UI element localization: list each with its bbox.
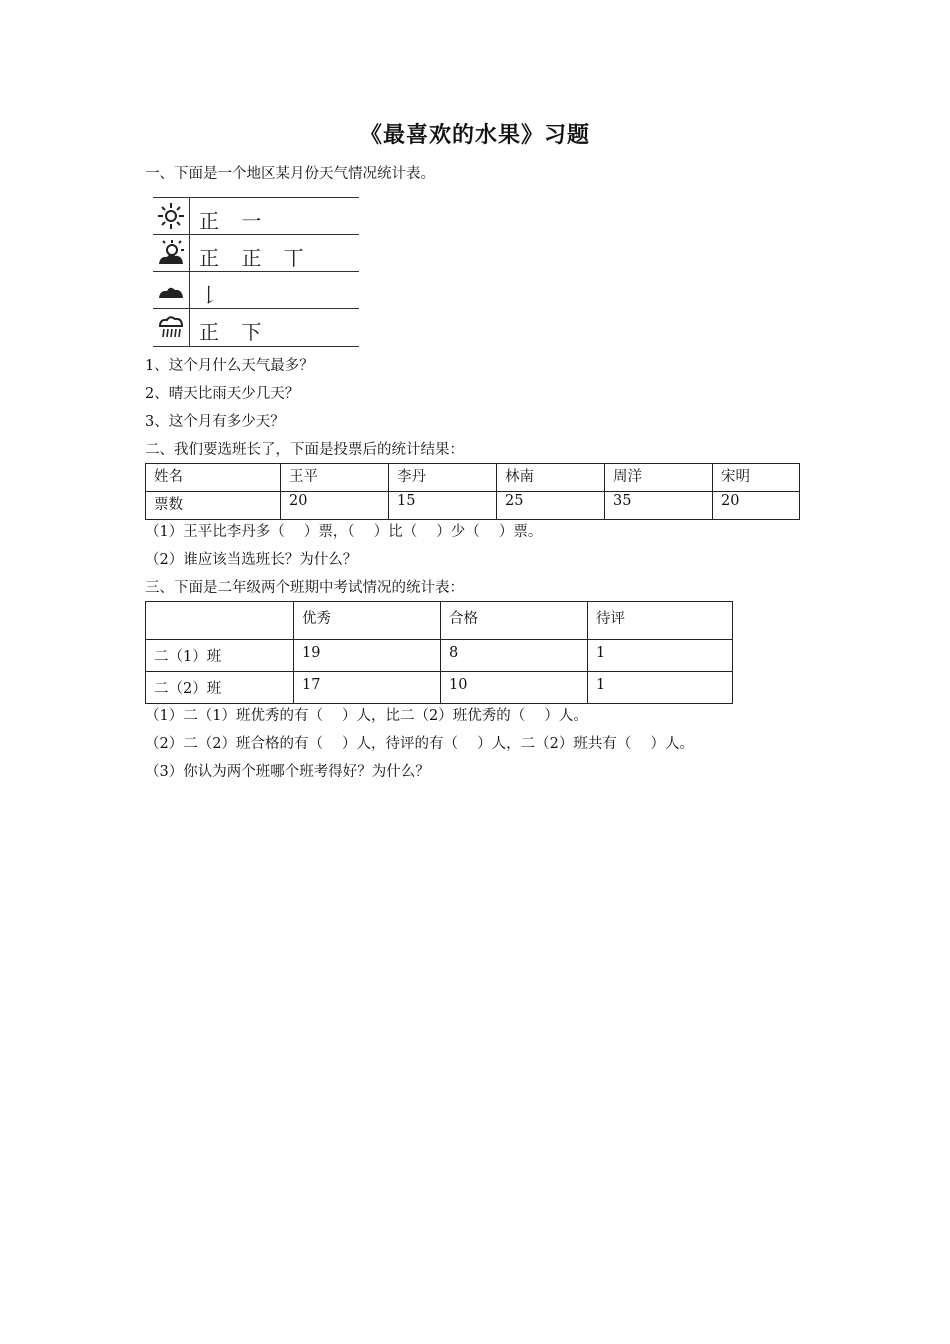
section3-question-2: （2）二（2）班合格的有（ ）人，待评的有（ ）人，二（2）班共有（ ）人。 <box>145 736 695 752</box>
table-cell: 35 <box>605 492 713 520</box>
weather-row-sunny <box>153 197 359 235</box>
section2-question-2: （2）谁应该当选班长？为什么？ <box>145 552 358 568</box>
sun-icon <box>157 202 185 230</box>
exam-table <box>145 601 733 704</box>
table-cell: 二（2）班 <box>146 672 294 704</box>
sun-cloud-icon <box>157 239 185 267</box>
table-cell: 姓名 <box>146 464 281 492</box>
table-cell: 李丹 <box>389 464 497 492</box>
table-cell: 合格 <box>441 602 588 640</box>
table-cell: 1 <box>588 672 733 704</box>
table-cell: 王平 <box>281 464 389 492</box>
section2-heading: 二、我们要选班长了，下面是投票后的统计结果： <box>145 442 464 458</box>
table-cell <box>146 602 294 640</box>
vote-table <box>145 463 800 520</box>
weather-row-partly-cloudy <box>153 234 359 272</box>
section3-question-3: （3）你认为两个班哪个班考得好？为什么？ <box>145 764 430 780</box>
section3-heading: 三、下面是二年级两个班期中考试情况的统计表： <box>145 580 464 596</box>
table-cell: 1 <box>588 640 733 672</box>
table-cell: 优秀 <box>294 602 441 640</box>
section3-question-1: （1）二（1）班优秀的有（ ）人，比二（2）班优秀的（ ）人。 <box>145 708 588 724</box>
table-cell: 17 <box>294 672 441 704</box>
question-2: 2、晴天比雨天少几天？ <box>145 386 300 402</box>
tally-partly-cloudy: 正 正 丅 <box>199 246 312 270</box>
table-row <box>146 492 800 520</box>
weather-tally-table <box>153 196 359 346</box>
table-cell: 待评 <box>588 602 733 640</box>
tally-rainy: 正 下 <box>199 320 270 344</box>
table-cell: 二（1）班 <box>146 640 294 672</box>
table-cell: 周洋 <box>605 464 713 492</box>
question-1: 1、这个月什么天气最多？ <box>145 358 314 374</box>
table-cell: 林南 <box>497 464 605 492</box>
cloud-icon <box>157 276 185 304</box>
rain-icon <box>157 313 185 341</box>
weather-row-rainy <box>153 308 359 347</box>
section1-heading: 一、下面是一个地区某月份天气情况统计表。 <box>145 166 435 182</box>
table-row <box>146 602 733 640</box>
table-cell: 8 <box>441 640 588 672</box>
table-cell: 25 <box>497 492 605 520</box>
table-row <box>146 672 733 704</box>
table-cell: 15 <box>389 492 497 520</box>
section2-question-1: （1）王平比李丹多（ ）票，（ ）比（ ）少（ ）票。 <box>145 524 543 540</box>
tally-sunny: 正 一 <box>199 209 270 233</box>
table-row <box>146 640 733 672</box>
table-cell: 19 <box>294 640 441 672</box>
table-cell: 20 <box>281 492 389 520</box>
table-row <box>146 464 800 492</box>
table-cell: 20 <box>713 492 800 520</box>
tally-cloudy: 𠄌 <box>199 283 227 307</box>
page-title: 《最喜欢的水果》习题 <box>359 123 590 148</box>
table-cell: 10 <box>441 672 588 704</box>
question-3: 3、这个月有多少天？ <box>145 414 285 430</box>
weather-row-cloudy <box>153 271 359 309</box>
table-cell: 票数 <box>146 492 281 520</box>
table-cell: 宋明 <box>713 464 800 492</box>
